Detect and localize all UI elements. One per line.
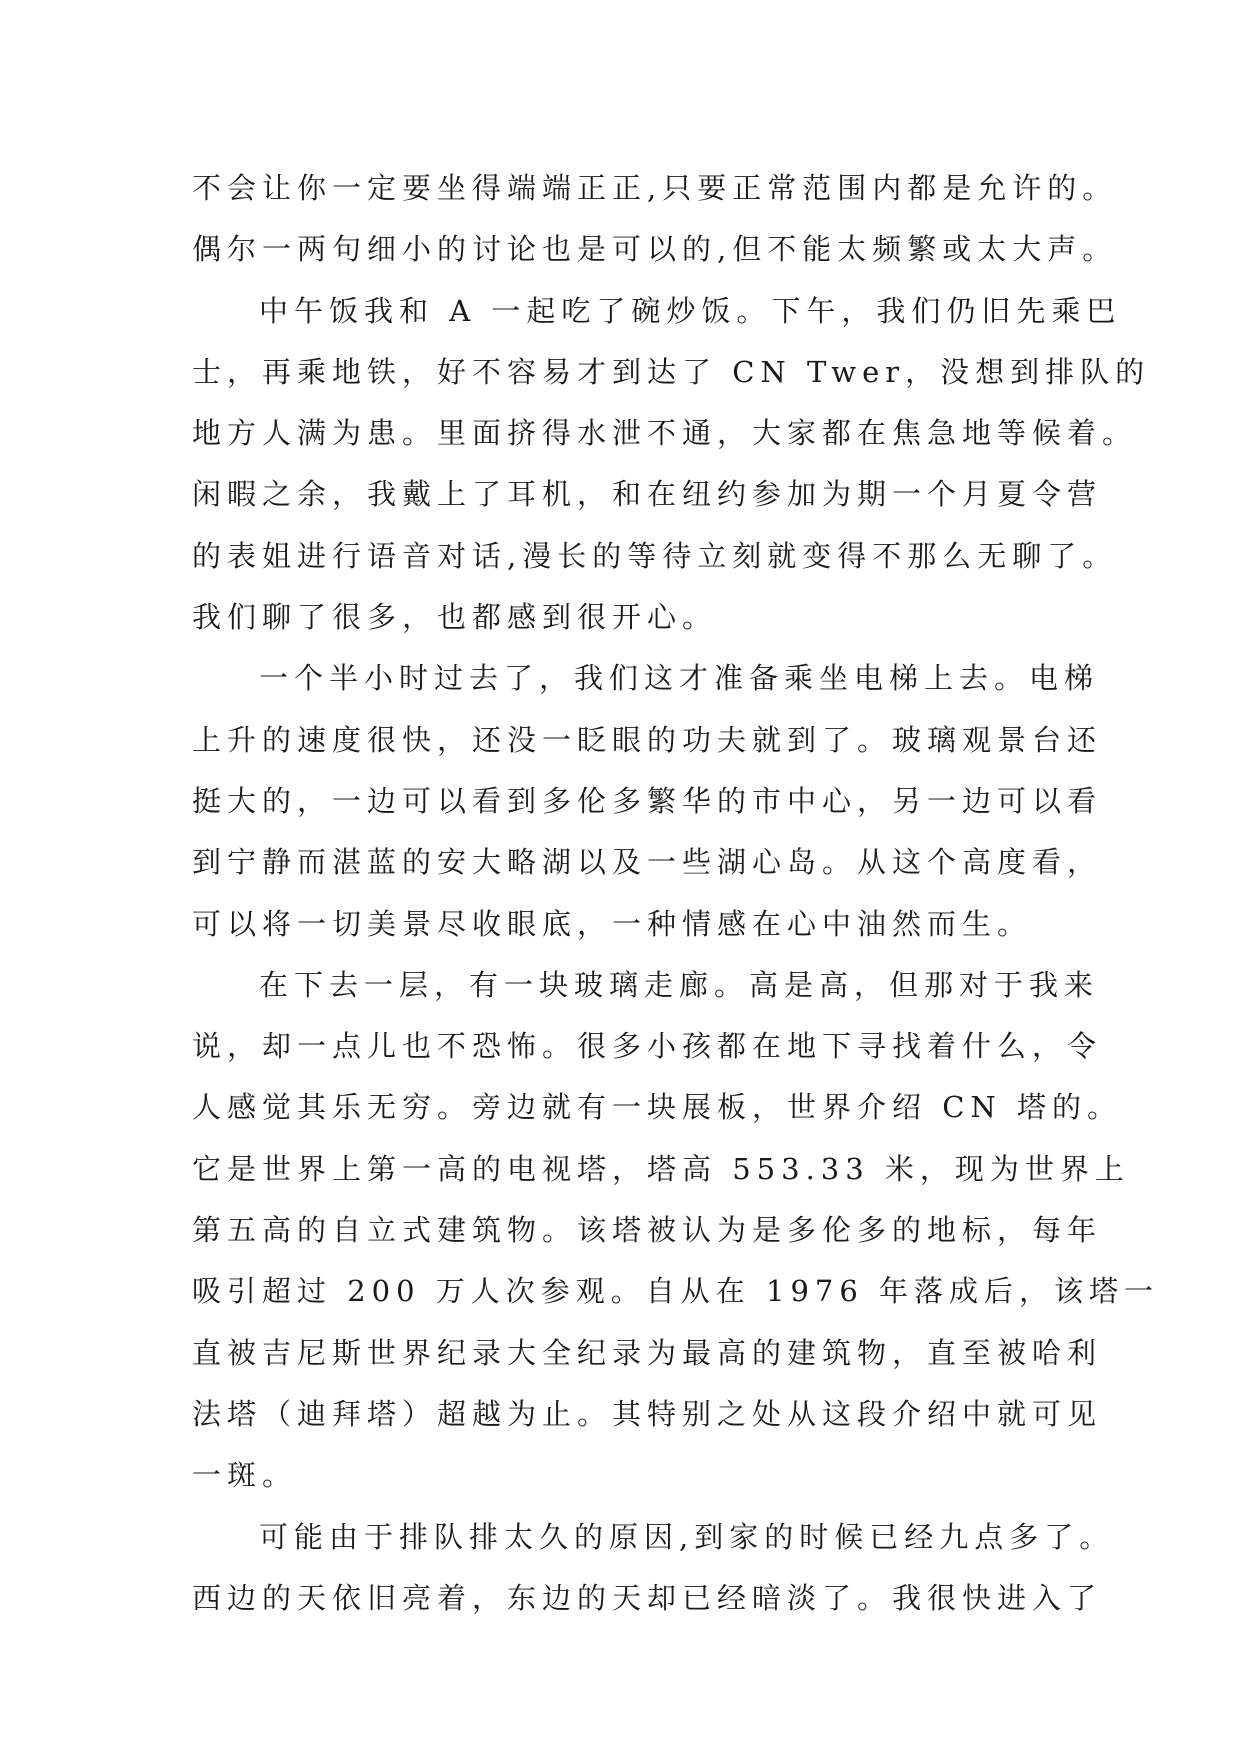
text-line: 说，却一点儿也不恐怖。很多小孩都在地下寻找着什么，令 [192, 1029, 1103, 1064]
text-line: 法塔（迪拜塔）超越为止。其特别之处从这段介绍中就可见 [192, 1396, 1103, 1431]
text-line: 吸引超过 200 万人次参观。自从在 1976 年落成后，该塔一 [192, 1274, 1160, 1309]
text-line: 上升的速度很快，还没一眨眼的功夫就到了。玻璃观景台还 [192, 722, 1103, 757]
paragraph [192, 648, 1103, 954]
paragraph [192, 955, 1160, 1507]
text-line: 在下去一层，有一块玻璃走廊。高是高，但那对于我来 [259, 967, 1100, 1002]
text-line: 可以将一切美景尽收眼底，一种情感在心中油然而生。 [192, 906, 1033, 941]
text-line: 地方人满为患。里面挤得水泄不通，大家都在焦急地等候着。 [192, 416, 1138, 451]
text-line: 一个半小时过去了，我们这才准备乘坐电梯上去。电梯 [259, 661, 1100, 696]
text-line: 不会让你一定要坐得端端正正,只要正常范围内都是允许的。 [192, 171, 1118, 205]
document-body [192, 158, 1160, 1629]
text-line: 挺大的，一边可以看到多伦多繁华的市中心，另一边可以看 [192, 783, 1103, 818]
text-line: 第五高的自立式建筑物。该塔被认为是多伦多的地标，每年 [192, 1213, 1103, 1248]
text-line: 士，再乘地铁，好不容易才到达了 CN Twer，没想到排队的 [192, 354, 1151, 389]
text-line: 人感觉其乐无穷。旁边就有一块展板，世界介绍 CN 塔的。 [192, 1090, 1123, 1125]
text-line: 偶尔一两句细小的讨论也是可以的,但不能太频繁或太大声。 [192, 232, 1118, 267]
paragraph [192, 1507, 1115, 1630]
text-line: 可能由于排队排太久的原因,到家的时候已经九点多了。 [259, 1519, 1115, 1554]
text-line: 闲暇之余，我戴上了耳机，和在纽约参加为期一个月夏令营 [192, 477, 1103, 512]
text-line: 我们聊了很多，也都感到很开心。 [192, 600, 718, 635]
text-line: 它是世界上第一高的电视塔，塔高 553.33 米，现为世界上 [192, 1151, 1130, 1186]
text-line: 直被吉尼斯世界纪录大全纪录为最高的建筑物，直至被哈利 [192, 1335, 1103, 1370]
paragraph [192, 158, 1118, 281]
paragraph [192, 281, 1151, 649]
text-line: 中午饭我和 A 一起吃了碗炒饭。下午，我们仍旧先乘巴 [259, 293, 1122, 328]
text-line: 西边的天依旧亮着，东边的天却已经暗淡了。我很快进入了 [192, 1580, 1103, 1615]
text-line: 一斑。 [192, 1458, 298, 1493]
text-line: 到宁静而湛蓝的安大略湖以及一些湖心岛。从这个高度看， [192, 845, 1103, 880]
text-line: 的表姐进行语音对话,漫长的等待立刻就变得不那么无聊了。 [192, 538, 1118, 573]
